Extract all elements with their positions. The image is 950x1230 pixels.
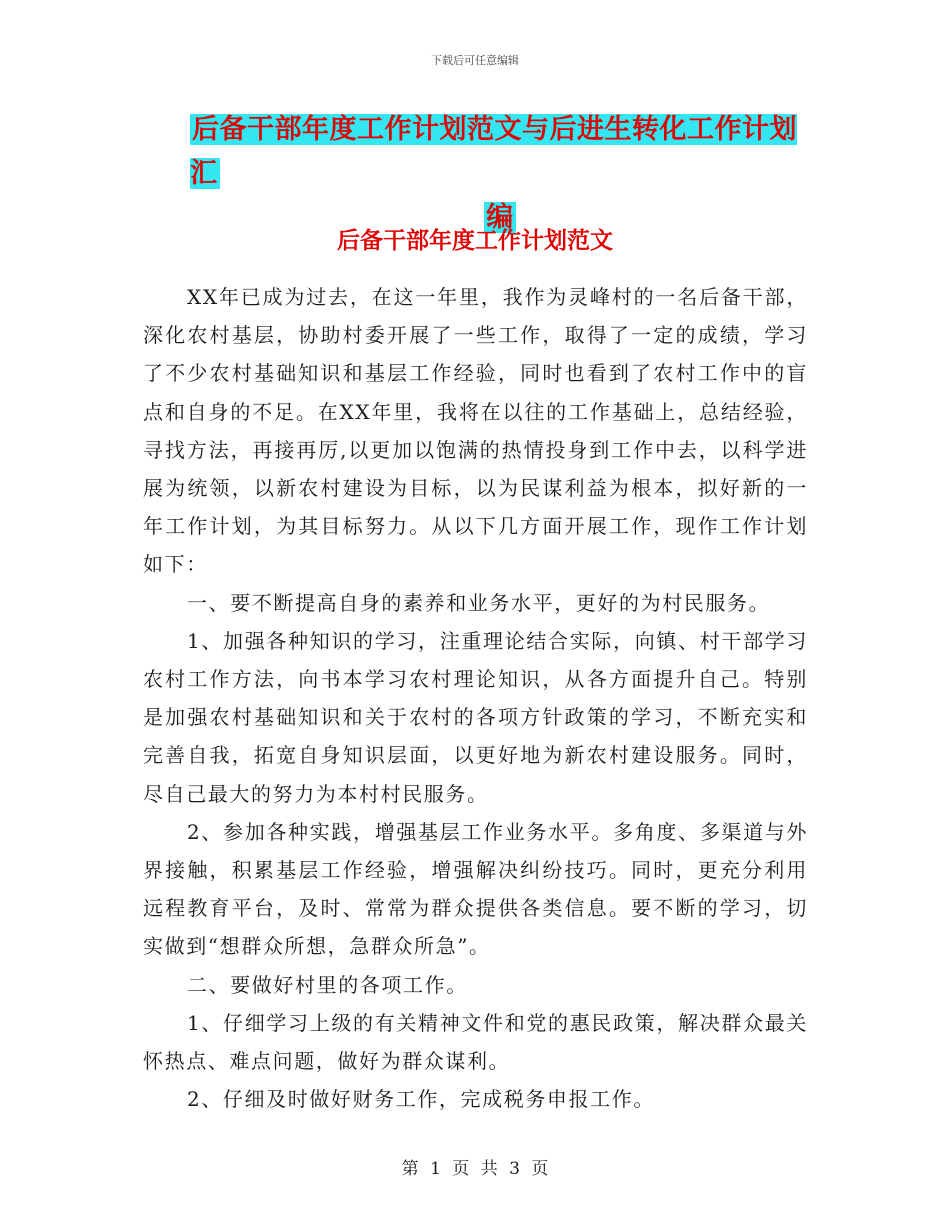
header-note: 下载后可任意编辑: [431, 54, 519, 67]
page-footer: 第 1 页 共 3 页: [401, 1159, 549, 1179]
paragraph-item-1-2: 2、参加各种实践，增强基层工作业务水平。多角度、多渠道与外界接触，积累基层工作经验，增强解决纠纷技巧。同时，更充分利用远程教育平台，及时、常常为群众提供各类信息。要不断的学习，切实做到“想群众所想，急群众所急”。: [143, 819, 808, 959]
paragraph-intro: XX年已成为过去，在这一年里，我作为灵峰村的一名后备干部，深化农村基层，协助村委开展了一些工作，取得了一定的成绩，学习了不少农村基础知识和基层工作经验，同时也看到了农村工作中的盲点和自身的不足。在XX年里，我将在以往的工作基础上，总结经验，寻找方法，再接再厉,以更加以饱满的热情投身到工作中去，以科学进展为统领，以新农村建设为目标，以为民谋利益为根本，拟好新的一年工作计划，为其目标努力。从以下几方面开展工作，现作工作计划如下：: [143, 285, 808, 577]
paragraph-item-2-2: 2、仔细及时做好财务工作，完成税务申报工作。: [187, 1087, 655, 1112]
paragraph-item-2-1: 1、仔细学习上级的有关精神文件和党的惠民政策，解决群众最关怀热点、难点问题，做好为群众谋利。: [143, 1010, 808, 1074]
paragraph-item-1-1: 1、加强各种知识的学习，注重理论结合实际，向镇、村干部学习农村工作方法，向书本学习农村理论知识，从各方面提升自己。特别是加强农村基础知识和关于农村的各项方针政策的学习，不断充实和完善自我，拓宽自身知识层面，以更好地为新农村建设服务。同时，尽自己最大的努力为本村村民服务。: [143, 628, 808, 806]
paragraph-heading-1: 一、要不断提高自身的素养和业务水平，更好的为村民服务。: [187, 590, 771, 615]
document-title-line-1: 后备干部年度工作计划范文与后进生转化工作计划汇: [190, 114, 797, 189]
document-title-line-2: 编: [486, 202, 514, 233]
section-title: 后备干部年度工作计划范文: [337, 228, 613, 254]
document-body: [143, 278, 808, 1118]
paragraph-heading-2: 二、要做好村里的各项工作。: [187, 972, 468, 997]
document-title: [190, 108, 810, 240]
